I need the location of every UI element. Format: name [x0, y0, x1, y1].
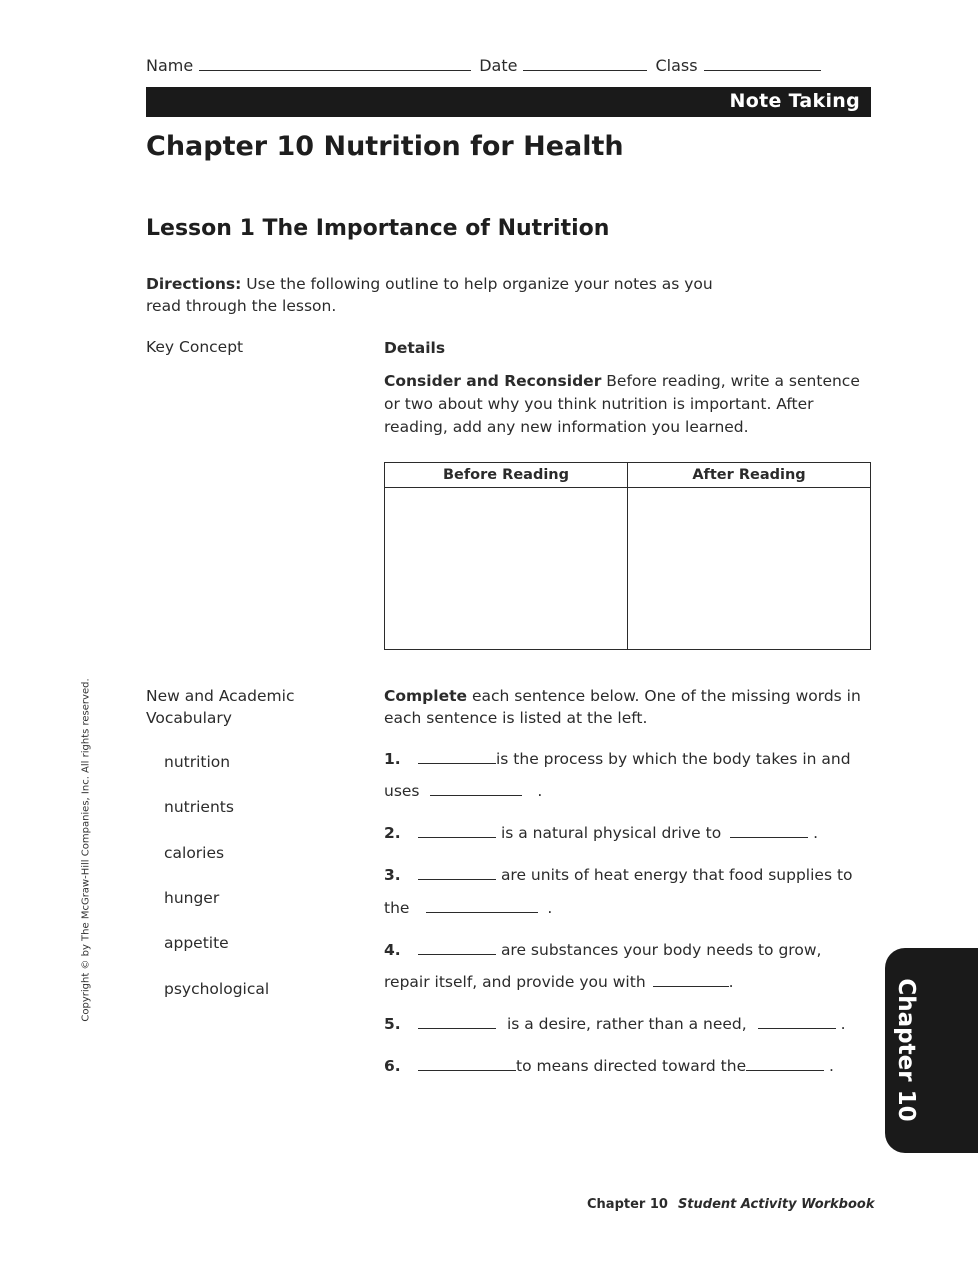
question-text: .	[840, 1015, 846, 1033]
footer-book-title: Student Activity Workbook	[677, 1197, 875, 1212]
question-5	[384, 1015, 846, 1033]
question-text: is the process by which the body takes in and	[496, 750, 851, 768]
question-number: 6.	[384, 1057, 401, 1075]
question-text: .	[728, 973, 734, 991]
question-text: to means directed toward the	[516, 1057, 747, 1075]
note-taking-banner	[146, 87, 871, 117]
question-6	[384, 1057, 834, 1075]
question-3	[384, 866, 853, 884]
reading-table	[384, 462, 871, 650]
lesson-title: Lesson 1 The Importance of Nutrition	[146, 216, 610, 241]
answer-blank[interactable]	[418, 942, 496, 955]
complete-instructions	[384, 685, 864, 729]
answer-blank[interactable]	[418, 1016, 496, 1029]
question-text: .	[547, 899, 553, 917]
copyright-notice: Copyright © by The McGraw-Hill Companies, Inc. All rights reserved.	[80, 678, 92, 1022]
question-1	[384, 750, 851, 768]
consider-label: Consider and Reconsider	[384, 372, 602, 390]
complete-label: Complete	[384, 687, 468, 705]
question-text: are substances your body needs to grow,	[500, 941, 822, 959]
question-number: 5.	[384, 1015, 401, 1033]
page-footer	[587, 1197, 875, 1212]
answer-blank[interactable]	[418, 825, 496, 838]
vocab-item: hunger	[164, 889, 220, 907]
question-text: are units of heat energy that food supplies to	[500, 866, 853, 884]
name-label: Name	[146, 56, 194, 75]
before-reading-cell[interactable]	[385, 488, 628, 650]
student-info-header	[146, 56, 829, 75]
after-reading-cell[interactable]	[628, 488, 871, 650]
question-number: 4.	[384, 941, 401, 959]
answer-blank[interactable]	[418, 867, 496, 880]
chapter-title: Chapter 10 Nutrition for Health	[146, 131, 624, 162]
question-text: .	[537, 782, 543, 800]
question-text: uses	[384, 782, 420, 800]
vocab-item: nutrition	[164, 753, 231, 771]
question-3-cont	[384, 899, 552, 917]
answer-blank[interactable]	[418, 751, 496, 764]
before-reading-header: Before Reading	[385, 463, 628, 488]
question-number: 2.	[384, 824, 401, 842]
class-label: Class	[655, 56, 698, 75]
name-blank[interactable]	[199, 56, 471, 71]
question-text: the	[384, 899, 410, 917]
date-blank[interactable]	[523, 56, 647, 71]
answer-blank[interactable]	[746, 1058, 824, 1071]
question-number: 3.	[384, 866, 401, 884]
answer-blank[interactable]	[426, 900, 538, 913]
vocabulary-heading: New and Academic Vocabulary	[146, 687, 295, 727]
vocab-item: appetite	[164, 934, 229, 952]
question-4	[384, 941, 821, 959]
question-1-cont	[384, 782, 542, 800]
directions	[146, 273, 746, 317]
footer-chapter: Chapter 10	[587, 1197, 668, 1212]
chapter-side-tab-label: Chapter 10	[893, 978, 919, 1122]
question-text: is a natural physical drive to	[500, 824, 722, 842]
vocab-item: psychological	[164, 980, 270, 998]
vocab-item: nutrients	[164, 798, 234, 816]
question-text: repair itself, and provide you with	[384, 973, 646, 991]
banner-label: Note Taking	[729, 90, 860, 112]
answer-blank[interactable]	[430, 783, 522, 796]
question-number: 1.	[384, 750, 401, 768]
key-concept-heading: Key Concept	[146, 338, 244, 356]
after-reading-header: After Reading	[628, 463, 871, 488]
date-label: Date	[479, 56, 518, 75]
vocab-item: calories	[164, 844, 225, 862]
consider-text: Before reading, write a sentence or two about why you think nutrition is important. After reading, add any new information you learned.	[384, 372, 860, 436]
directions-text: Use the following outline to help organize your notes as you read through the lesson.	[146, 275, 713, 315]
answer-blank[interactable]	[653, 974, 729, 987]
answer-blank[interactable]	[758, 1016, 836, 1029]
question-text: .	[813, 824, 818, 842]
directions-label: Directions:	[146, 275, 242, 293]
class-blank[interactable]	[704, 56, 821, 71]
question-text: .	[829, 1057, 834, 1075]
question-2	[384, 824, 818, 842]
consider-reconsider	[384, 370, 864, 439]
answer-blank[interactable]	[418, 1058, 516, 1071]
details-heading: Details	[384, 339, 446, 357]
question-4-cont	[384, 973, 734, 991]
question-text: is a desire, rather than a need,	[506, 1015, 747, 1033]
answer-blank[interactable]	[730, 825, 808, 838]
complete-text: each sentence below. One of the missing words in each sentence is listed at the left.	[384, 687, 861, 727]
